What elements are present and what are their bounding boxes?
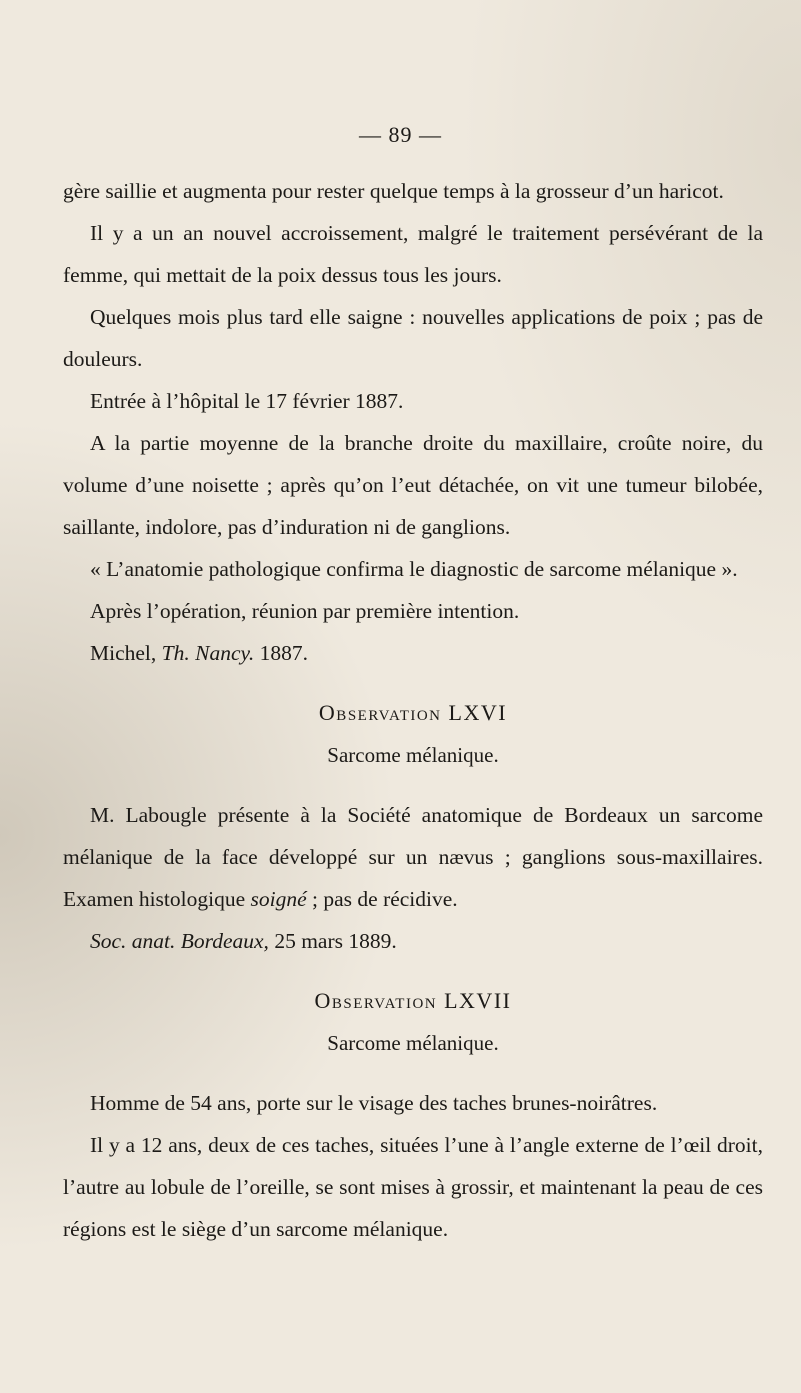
paragraph: M. Labougle présente à la Société anatomique de Bordeaux un sarcome mélanique de la face développé sur un nævus ; ganglions sous-maxillaires. Examen histologique soigné ; pas de récidive. xyxy=(63,803,763,911)
reference xyxy=(63,632,763,674)
reference-journal: Th. Nancy. xyxy=(161,641,255,665)
observation-subtitle: Sarcome mélanique. xyxy=(327,743,499,767)
reference-journal: Soc. anat. Bordeaux, xyxy=(90,929,269,953)
emphasis: soigné xyxy=(250,887,307,911)
paragraph: Il y a 12 ans, deux de ces taches, situées l’une à l’angle externe de l’œil droit, l’autre au lobule de l’oreille, se sont mises à grossir, et maintenant la peau de ces régions est le siège d’un sarcome mélanique. xyxy=(63,1133,763,1241)
paragraph: Quelques mois plus tard elle saigne : nouvelles applications de poix ; pas de douleurs. xyxy=(63,305,763,371)
paragraph: A la partie moyenne de la branche droite du maxillaire, croûte noire, du volume d’une noisette ; après qu’on l’eut détachée, on vit une tumeur bilobée, saillante, indolore, pas d’induration ni de ganglions. xyxy=(63,431,763,539)
observation-title: Observation LXVI xyxy=(318,700,508,725)
paragraph: Entrée à l’hôpital le 17 février 1887. xyxy=(90,389,404,413)
observation-subtitle: Sarcome mélanique. xyxy=(327,1031,499,1055)
page-number: — 89 — xyxy=(359,122,442,147)
paragraph: Après l’opération, réunion par première intention. xyxy=(90,599,520,623)
paragraph: Il y a un an nouvel accroissement, malgré le traitement persévérant de la femme, qui mettait de la poix dessus tous les jours. xyxy=(63,221,763,287)
observation-title: Observation LXVII xyxy=(314,988,512,1013)
page-body xyxy=(63,170,763,1250)
reference xyxy=(63,920,763,962)
reference-date: 25 mars 1889. xyxy=(268,929,397,953)
reference-author: Michel, xyxy=(90,641,162,665)
paragraph: gère saillie et augmenta pour rester quelque temps à la grosseur d’un haricot. xyxy=(63,179,724,203)
reference-year: 1887. xyxy=(254,641,308,665)
paragraph: Homme de 54 ans, porte sur le visage des taches brunes-noirâtres. xyxy=(90,1091,658,1115)
paragraph: « L’anatomie pathologique confirma le diagnostic de sarcome mélanique ». xyxy=(90,557,738,581)
